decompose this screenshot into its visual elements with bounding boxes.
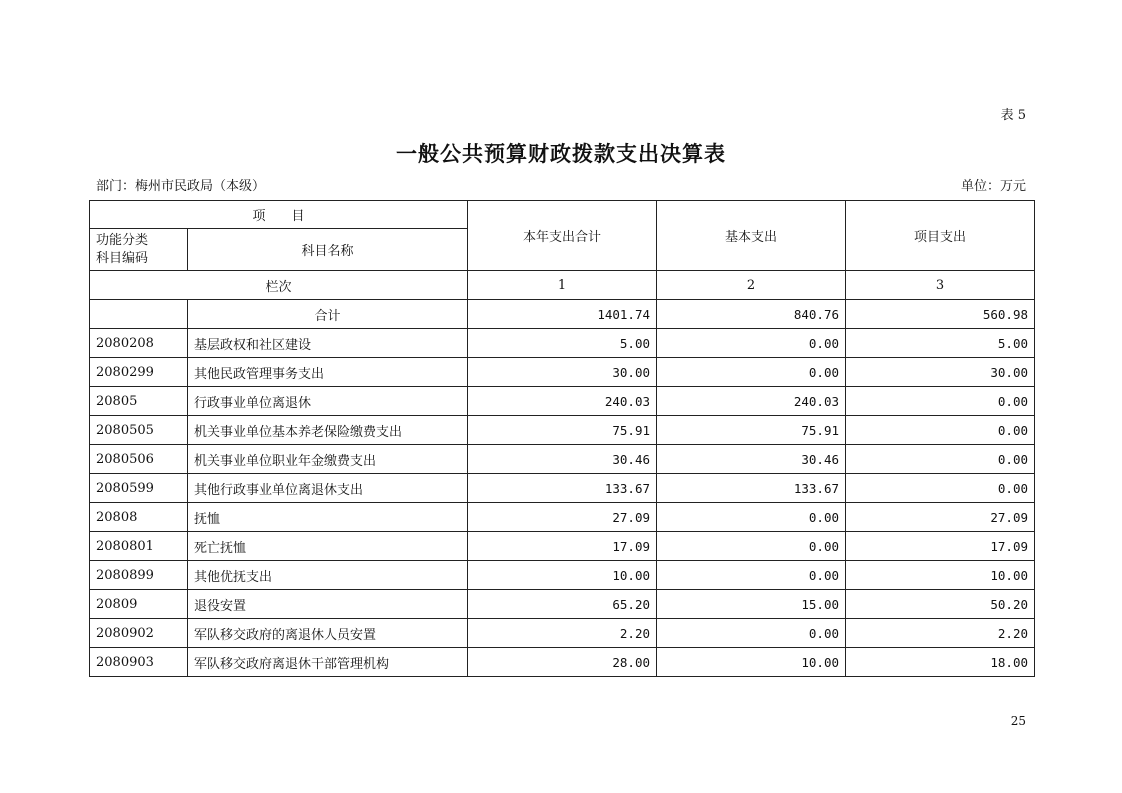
row-project: 0.00 <box>846 445 1035 474</box>
row-name: 机关事业单位职业年金缴费支出 <box>188 445 468 474</box>
row-project: 30.00 <box>846 358 1035 387</box>
row-name: 机关事业单位基本养老保险缴费支出 <box>188 416 468 445</box>
row-total: 133.67 <box>468 474 657 503</box>
header-row-1 <box>90 201 1035 229</box>
row-project: 17.09 <box>846 532 1035 561</box>
row-basic: 0.00 <box>657 532 846 561</box>
row-name: 抚恤 <box>188 503 468 532</box>
total-row-project: 560.98 <box>846 300 1035 329</box>
total-row-total: 1401.74 <box>468 300 657 329</box>
row-name: 其他民政管理事务支出 <box>188 358 468 387</box>
column-index-row <box>90 271 1035 300</box>
row-basic: 0.00 <box>657 561 846 590</box>
row-basic: 0.00 <box>657 358 846 387</box>
row-project: 10.00 <box>846 561 1035 590</box>
row-name: 死亡抚恤 <box>188 532 468 561</box>
row-name: 军队移交政府的离退休人员安置 <box>188 619 468 648</box>
table-row <box>90 619 1035 648</box>
row-project: 27.09 <box>846 503 1035 532</box>
row-code: 2080801 <box>90 532 188 561</box>
row-basic: 75.91 <box>657 416 846 445</box>
row-total: 65.20 <box>468 590 657 619</box>
row-project: 18.00 <box>846 648 1035 677</box>
row-total: 27.09 <box>468 503 657 532</box>
row-total: 5.00 <box>468 329 657 358</box>
row-basic: 240.03 <box>657 387 846 416</box>
row-project: 50.20 <box>846 590 1035 619</box>
column-index-label: 栏次 <box>90 271 468 300</box>
row-basic: 30.46 <box>657 445 846 474</box>
row-name: 基层政权和社区建设 <box>188 329 468 358</box>
row-basic: 133.67 <box>657 474 846 503</box>
row-code: 2080902 <box>90 619 188 648</box>
table-row <box>90 387 1035 416</box>
row-name: 其他行政事业单位离退休支出 <box>188 474 468 503</box>
row-project: 0.00 <box>846 387 1035 416</box>
row-basic: 15.00 <box>657 590 846 619</box>
row-project: 5.00 <box>846 329 1035 358</box>
table-row <box>90 329 1035 358</box>
total-row <box>90 300 1035 329</box>
row-code: 2080903 <box>90 648 188 677</box>
row-code: 20808 <box>90 503 188 532</box>
table-row <box>90 561 1035 590</box>
row-total: 75.91 <box>468 416 657 445</box>
row-code: 2080208 <box>90 329 188 358</box>
department-label: 部门：梅州市民政局（本级） <box>96 179 266 194</box>
row-total: 28.00 <box>468 648 657 677</box>
column-index-2: 2 <box>657 271 846 300</box>
column-index-3: 3 <box>846 271 1035 300</box>
row-name: 军队移交政府离退休干部管理机构 <box>188 648 468 677</box>
row-basic: 0.00 <box>657 503 846 532</box>
item-header: 项 目 <box>90 201 468 229</box>
row-total: 10.00 <box>468 561 657 590</box>
table-tag: 表 5 <box>1000 108 1026 123</box>
row-code: 20809 <box>90 590 188 619</box>
row-basic: 0.00 <box>657 619 846 648</box>
table-row <box>90 590 1035 619</box>
row-code: 2080599 <box>90 474 188 503</box>
page-number: 25 <box>1010 714 1026 728</box>
row-project: 0.00 <box>846 474 1035 503</box>
row-name: 行政事业单位离退休 <box>188 387 468 416</box>
row-code: 2080506 <box>90 445 188 474</box>
row-code: 20805 <box>90 387 188 416</box>
total-row-code <box>90 300 188 329</box>
total-row-label: 合计 <box>188 300 468 329</box>
basic-header: 基本支出 <box>657 201 846 271</box>
page-title: 一般公共预算财政拨款支出决算表 <box>396 142 726 166</box>
row-code: 2080299 <box>90 358 188 387</box>
row-total: 30.00 <box>468 358 657 387</box>
table-row <box>90 503 1035 532</box>
row-total: 240.03 <box>468 387 657 416</box>
row-total: 30.46 <box>468 445 657 474</box>
total-row-basic: 840.76 <box>657 300 846 329</box>
column-index-1: 1 <box>468 271 657 300</box>
row-total: 17.09 <box>468 532 657 561</box>
expenditure-table <box>89 200 1035 677</box>
row-name: 退役安置 <box>188 590 468 619</box>
subject-name-header: 科目名称 <box>188 229 468 271</box>
project-header: 项目支出 <box>846 201 1035 271</box>
row-project: 0.00 <box>846 416 1035 445</box>
row-project: 2.20 <box>846 619 1035 648</box>
row-code: 2080505 <box>90 416 188 445</box>
row-basic: 0.00 <box>657 329 846 358</box>
code-header <box>90 229 188 271</box>
row-name: 其他优抚支出 <box>188 561 468 590</box>
table-row <box>90 532 1035 561</box>
total-header: 本年支出合计 <box>468 201 657 271</box>
table-row <box>90 416 1035 445</box>
code-header-line1: 功能分类 <box>96 232 149 248</box>
table-row <box>90 474 1035 503</box>
row-total: 2.20 <box>468 619 657 648</box>
unit-label: 单位：万元 <box>960 179 1026 194</box>
table-row <box>90 445 1035 474</box>
table-row <box>90 358 1035 387</box>
code-header-line2: 科目编码 <box>96 250 149 266</box>
table-row <box>90 648 1035 677</box>
row-basic: 10.00 <box>657 648 846 677</box>
row-code: 2080899 <box>90 561 188 590</box>
